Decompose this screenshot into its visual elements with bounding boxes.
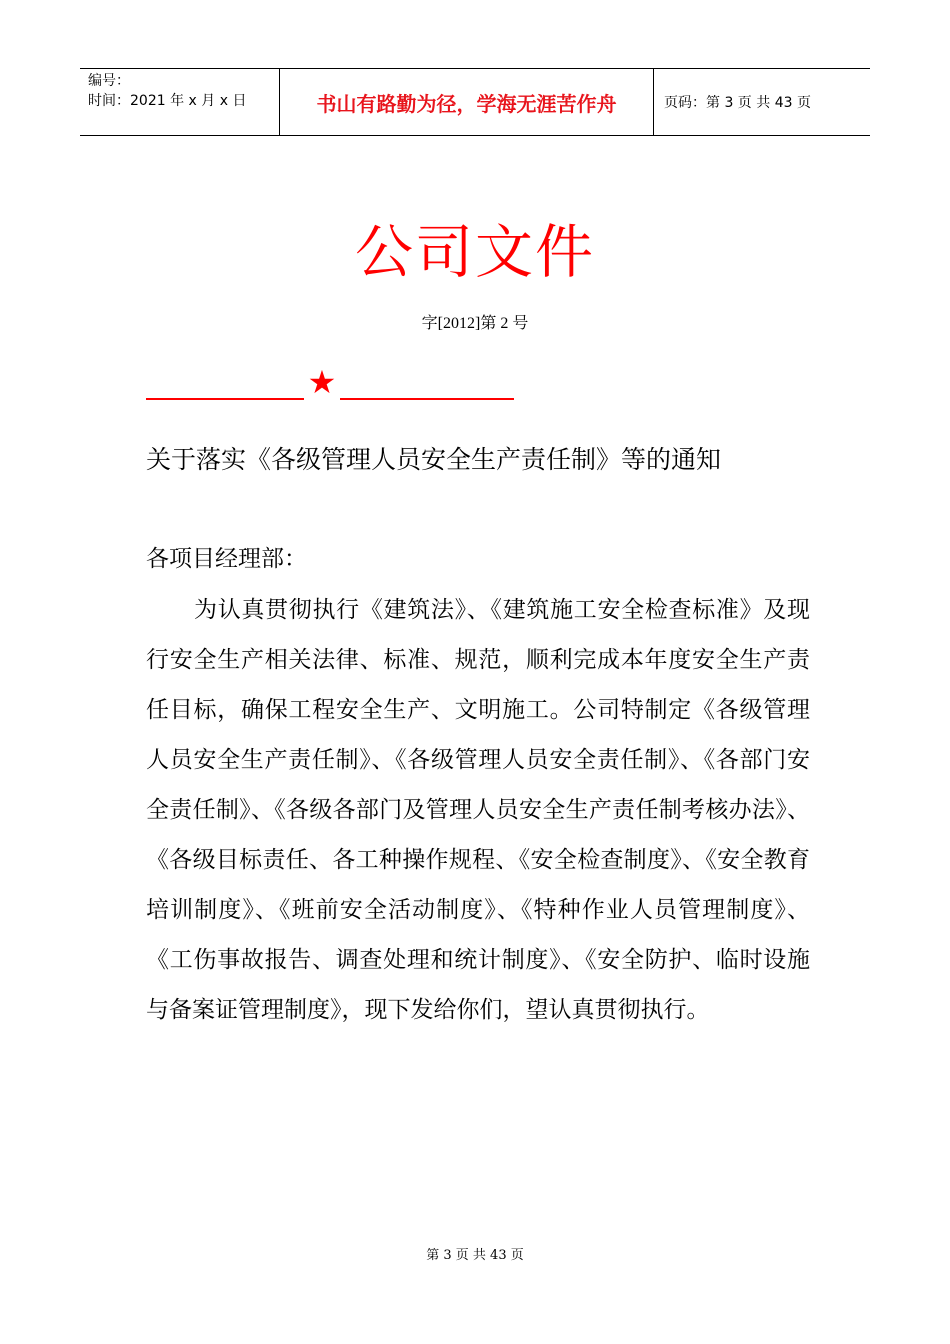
document-number: 字[2012]第 2 号 [421,315,529,332]
time-label: 时间：2021 年 x 月 x 日 [88,93,247,109]
salutation: 各项目经理部： [146,546,307,572]
star-icon: ★ [307,363,337,401]
header-motto: 书山有路勤为径，学海无涯苦作舟 [280,69,654,135]
header-meta-cell [80,69,280,135]
serial-label: 编号： [88,73,130,89]
body-paragraph: 为认真贯彻执行《建筑法》、《建筑施工安全检查标准》及现行安全生产相关法律、标准、规范，顺利完成本年度安全生产责任目标，确保工程安全生产、文明施工。公司特制定《各级管理人员安全生产责任制》、《各级管理人员安全责任制》、《各部门安全责任制》、《各级各部门及管理人员安全生产责任制考核办法》、《各级目标责任、各工种操作规程、《安全检查制度》、《安全教育培训制度》、《班前安全活动制度》、《特种作业人员管理制度》、《工伤事故报告、调查处理和统计制度》、《安全防护、临时设施与备案证管理制度》，现下发给你们，望认真贯彻执行。 [146,597,810,1023]
notice-title: 关于落实《各级管理人员安全生产责任制》等的通知 [146,445,722,474]
red-rule-right [340,398,514,400]
header-table [80,68,870,136]
header-page-info: 页码：第 3 页 共 43 页 [664,95,811,111]
red-rule-left [146,398,304,400]
page-footer: 第 3 页 共 43 页 [426,1248,524,1263]
document-title: 公司文件 [354,218,595,286]
